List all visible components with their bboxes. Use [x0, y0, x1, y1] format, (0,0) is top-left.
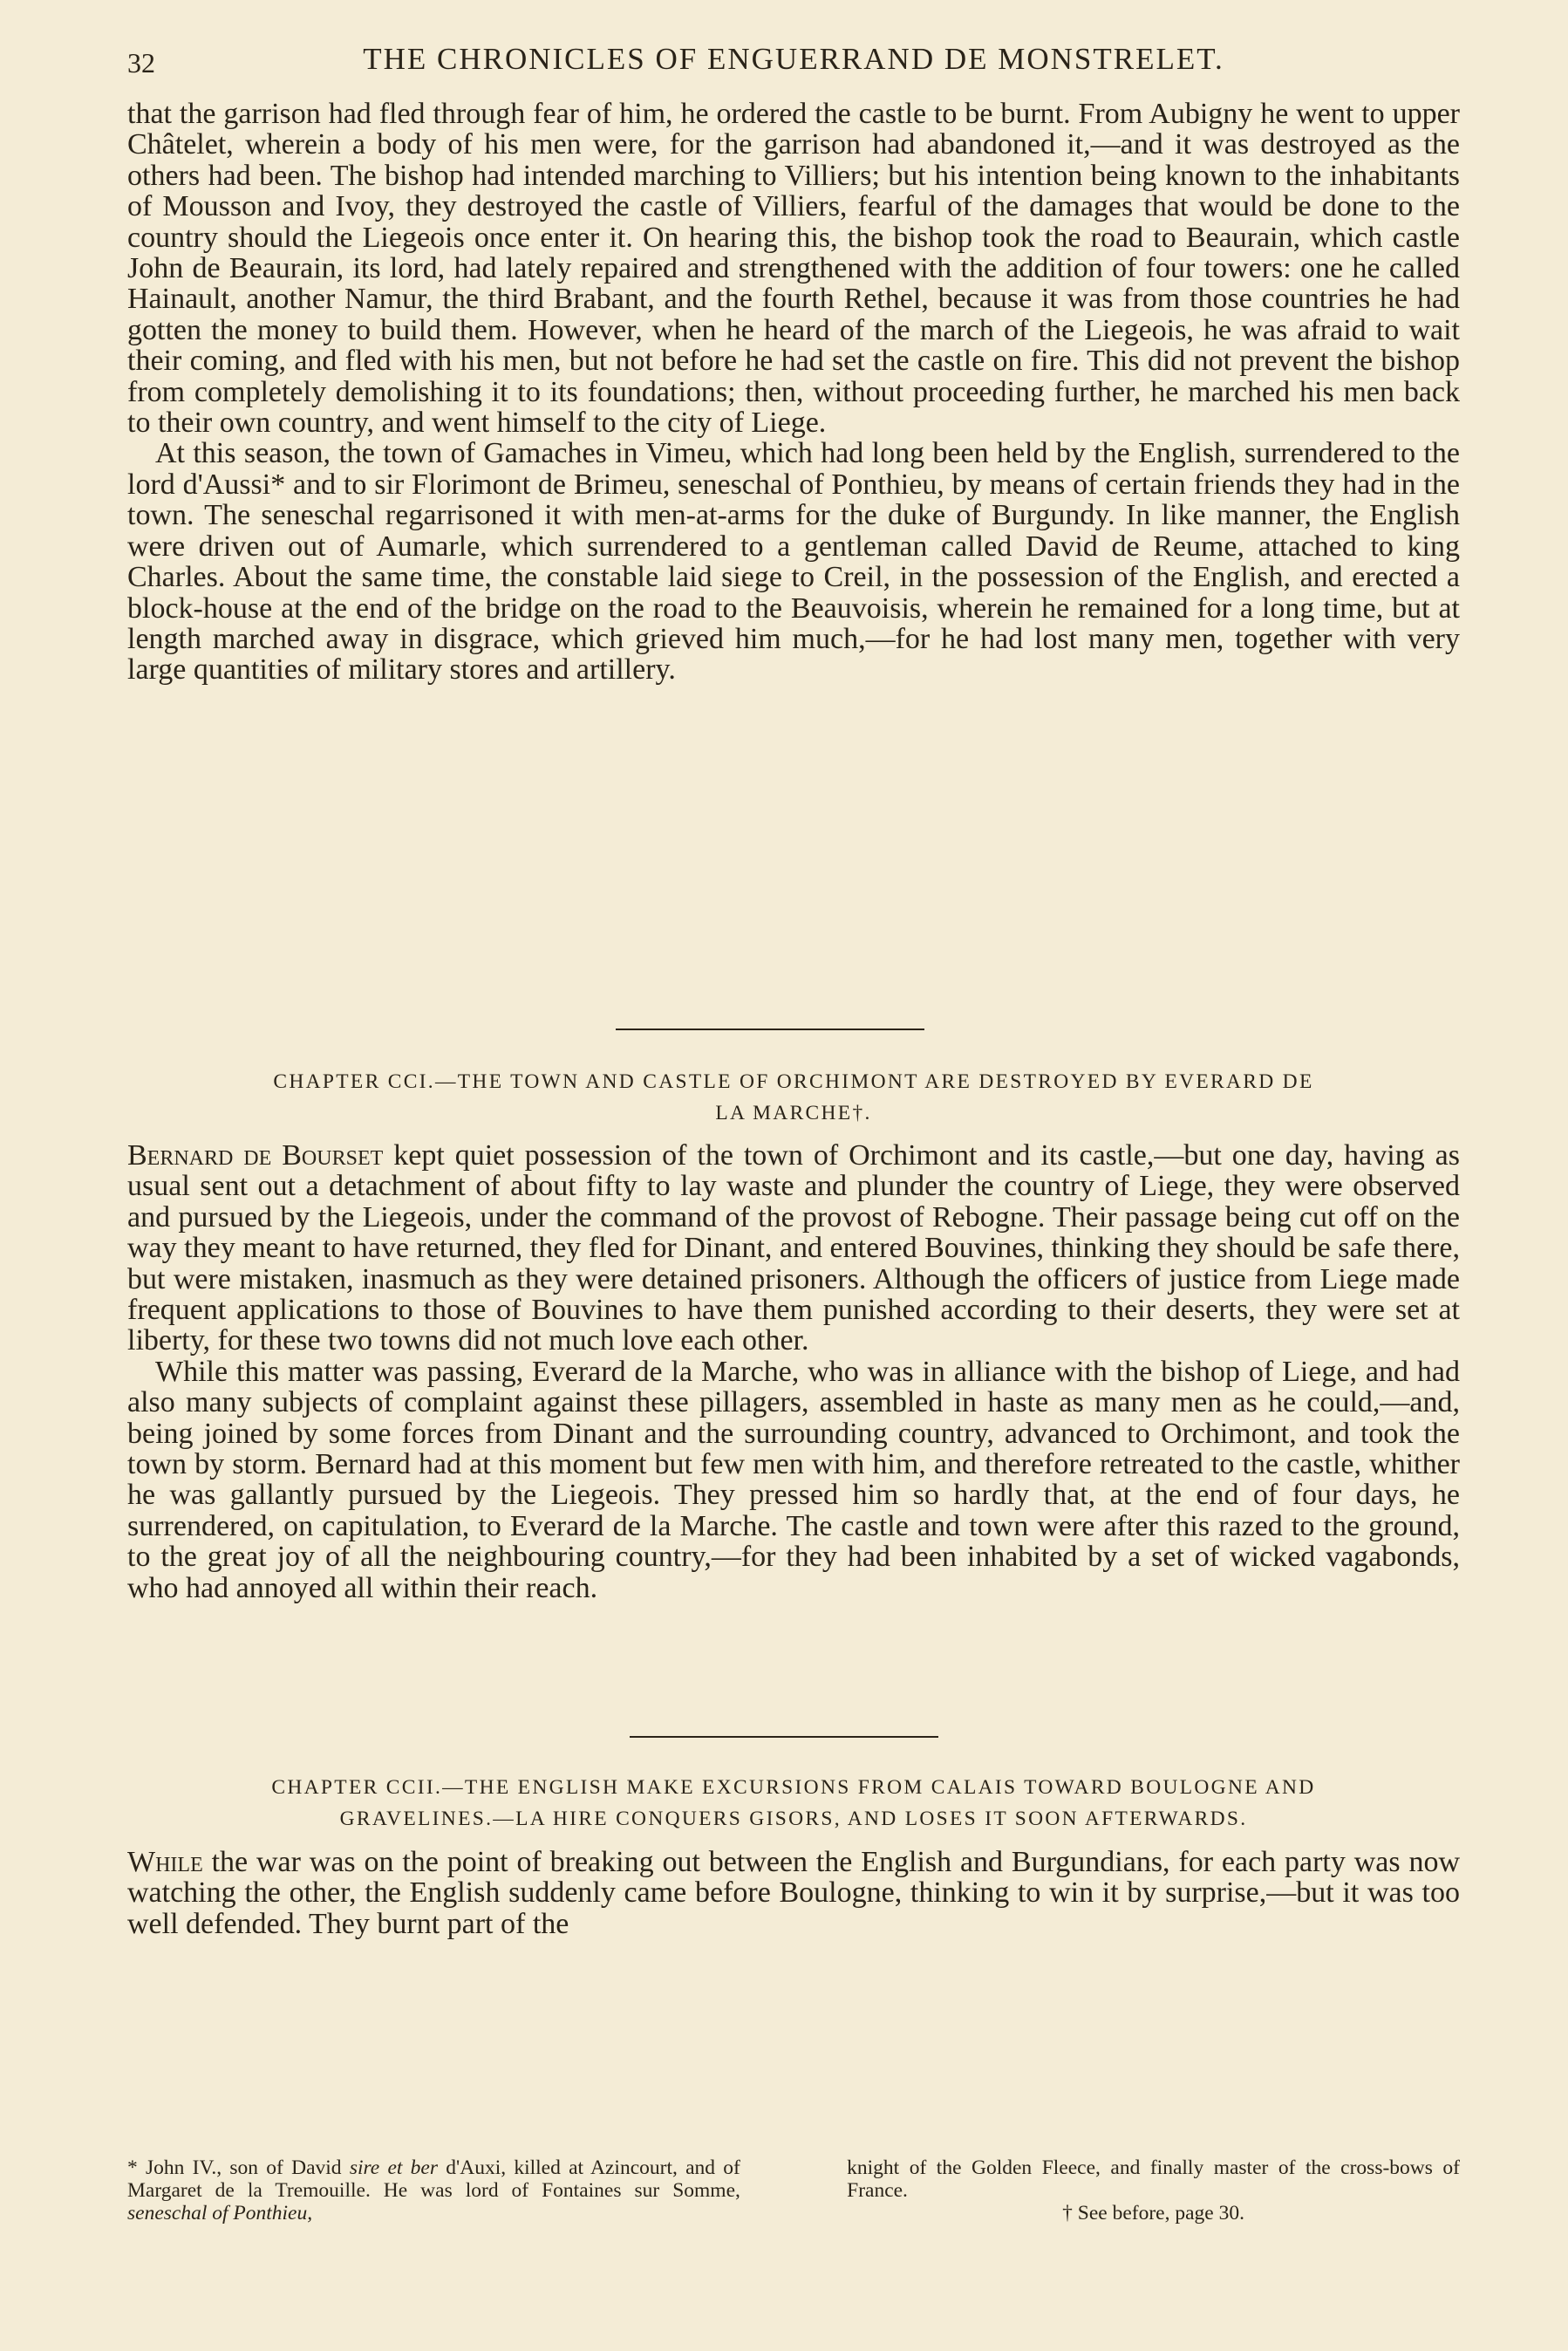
- chapter-heading-line: LA MARCHE†.: [715, 1102, 872, 1124]
- footnote-italic: sire et ber: [349, 2156, 438, 2179]
- footnotes: [127, 2156, 1460, 2225]
- section-divider: [630, 1736, 938, 1738]
- page-header: [127, 42, 1460, 85]
- paragraph-text: the war was on the point of breaking out between the English and Burgundians, for each party was now watching the other, the English suddenly came before Boulogne, thinking to win it by surprise,—but it was too well defended. They burnt part of the: [127, 1846, 1460, 1940]
- running-title: THE CHRONICLES OF ENGUERRAND DE MONSTRELET.: [363, 42, 1224, 76]
- footnote-italic: seneschal of Ponthieu,: [127, 2202, 313, 2225]
- footnote-left: [127, 2156, 740, 2225]
- chapter-heading: [127, 1772, 1460, 1835]
- paragraph-lead-words: Bernard de Bourset: [127, 1139, 384, 1172]
- paragraph: that the garrison had fled through fear of him, he ordered the castle to be burnt. From Aubigny he went to upper Châtelet, wherein a body of his men were, for the garrison had abandoned it,—and it was destroyed as the others had been. The bishop had intended marching to Villiers; but his intention being known to the inhabitants of Mousson and Ivoy, they destroyed the castle of Villiers, fearful of the damages that would be done to the country should the Liegeois once enter it. On hearing this, the bishop took the road to Beaurain, which castle John de Beaurain, its lord, had lately repaired and strengthened with the addition of four towers: one he called Hainault, another Namur, the third Brabant, and the fourth Rethel, because it was from those countries he had gotten the money to build them. However, when he heard of the march of the Liegeois, he was afraid to wait their coming, and fled with his men, but not before he had set the castle on fire. This did not prevent the bishop from completely demolishing it to its foundations; then, without proceeding further, he marched his men back to their own country, and went himself to the city of Liege.: [127, 98, 1460, 440]
- page-number: 32: [127, 47, 155, 79]
- chapter-heading-line: CHAPTER CCII.—THE ENGLISH MAKE EXCURSIONS FROM CALAIS TOWARD BOULOGNE AND: [271, 1776, 1316, 1799]
- section-continued-text: [127, 99, 1460, 686]
- footnote-text: * John IV., son of David: [127, 2156, 350, 2179]
- chapter-heading: [127, 1066, 1460, 1129]
- chapter-body: [127, 1140, 1460, 1603]
- chapter-body: [127, 1847, 1460, 1939]
- paragraph: [127, 1847, 1460, 1939]
- section-divider: [616, 1029, 924, 1030]
- footnote: knight of the Golden Fleece, and finally master of the cross-bows of France.: [847, 2156, 1460, 2202]
- paragraph-text: kept quiet possession of the town of Orchimont and its castle,—but one day, having as usual sent out a detachment of about fifty to lay waste and plunder the country of Liege, they were observed and pursued by the Liegeois, under the command of the provost of Rebogne. Their passage being cut off on the way they meant to have returned, they fled for Dinant, and entered Bouvines, thinking they should be safe there, but were mistaken, inasmuch as they were detained prisoners. Although the officers of justice from Liege made frequent applications to those of Bouvines to have them punished according to their deserts, they were set at liberty, for these two towns did not much love each other.: [127, 1139, 1460, 1357]
- chapter-heading-line: CHAPTER CCI.—THE TOWN AND CASTLE OF ORCHIMONT ARE DESTROYED BY EVERARD DE: [273, 1070, 1314, 1093]
- chapter-heading-line: GRAVELINES.—LA HIRE CONQUERS GISORS, AND LOSES IT SOON AFTERWARDS.: [339, 1808, 1248, 1830]
- paragraph-lead-words: While: [127, 1846, 203, 1878]
- footnote-text: d'Auxi, killed at Azincourt, and of Margaret de la Tremouille. He was lord of Fontaines sur Somme,: [127, 2156, 740, 2202]
- footnote: † See before, page 30.: [1062, 2202, 1244, 2225]
- footnote: [127, 2156, 740, 2225]
- paragraph: [127, 1140, 1460, 1357]
- paragraph: While this matter was passing, Everard de la Marche, who was in alliance with the bishop of Liege, and had also many subjects of complaint against these pillagers, assembled in haste as many men as he could,—and, being joined by some forces from Dinant and the surrounding country, advanced to Orchimont, and took the town by storm. Bernard had at this moment but few men with him, and therefore retreated to the castle, whither he was gallantly pursued by the Liegeois. They pressed him so hardly that, at the end of four days, he surrendered, on capitulation, to Everard de la Marche. The castle and town were after this razed to the ground, to the great joy of all the neighbouring country,—for they had been inhabited by a set of wicked vagabonds, who had annoyed all within their reach.: [127, 1355, 1460, 1604]
- paragraph: At this season, the town of Gamaches in Vimeu, which had long been held by the English, surrendered to the lord d'Aussi* and to sir Florimont de Brimeu, seneschal of Ponthieu, by means of certain friends they had in the town. The seneschal regarrisoned it with men-at-arms for the duke of Burgundy. In like manner, the English were driven out of Aumarle, which surrendered to a gentleman called David de Reume, attached to king Charles. About the same time, the constable laid siege to Creil, in the possession of the English, and erected a block-house at the end of the bridge on the road to the Beauvoisis, wherein he remained for a long time, but at length marched away in disgrace, which grieved him much,—for he had lost many men, together with very large quantities of military stores and artillery.: [127, 437, 1460, 687]
- footnote-right: [847, 2156, 1460, 2225]
